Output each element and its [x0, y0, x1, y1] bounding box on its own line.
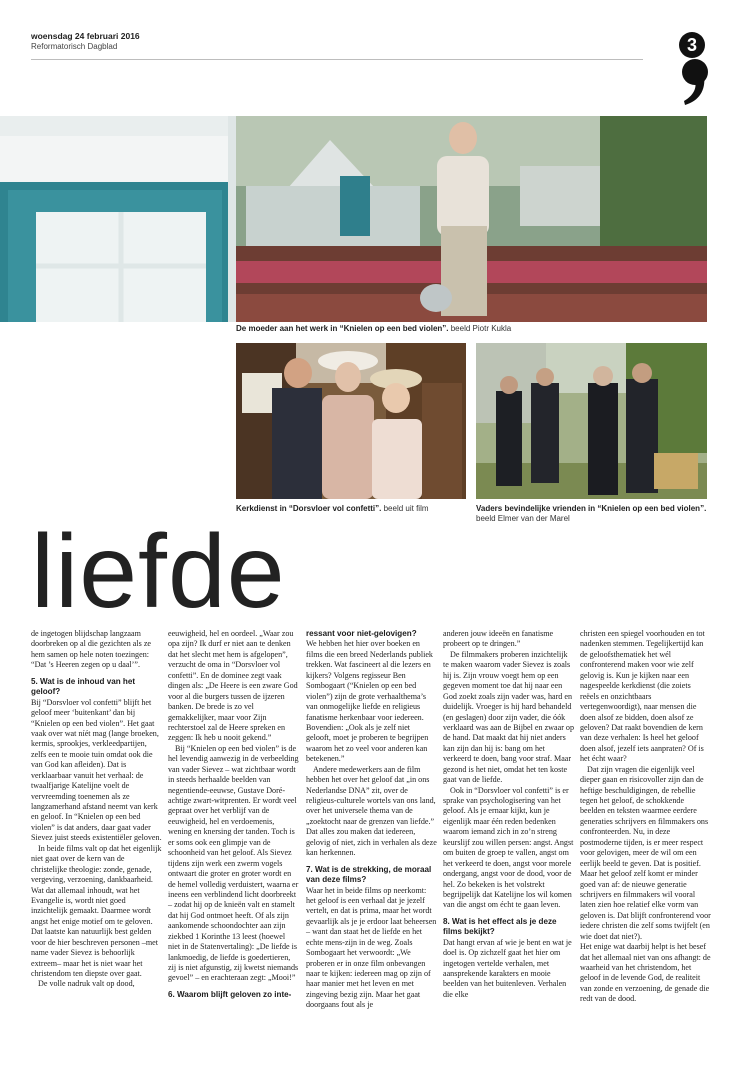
body-paragraph: De volle nadruk valt op dood,	[38, 979, 135, 989]
section-heading: 8. Wat is het effect als je deze films bekijkt?	[443, 916, 557, 937]
header-divider	[31, 59, 643, 60]
body-paragraph: We hebben het hier over boeken en films die een breed Nederlands publiek trekken. Wat fascineert al die lezers en kijkers? Volgens regisseur Ben Sombogaart (“Knielen op een bed violen”) zijn de grote verhaalthema’s van onmogelijke liefde en religieus fanatisme herkenbaar voor iedereen. Bovendien: „Ook als je zelf niet gelooft, moet je proberen te begrijpen waarom het zo veel voor anderen kan betekenen.”	[306, 639, 433, 764]
photo-credit: beeld Elmer van der Marel	[476, 514, 570, 523]
comma-logo-icon	[675, 56, 715, 106]
body-paragraph: Dat hangt ervan af wie je bent en wat je doel is. Op zichzelf gaat het hier om ingetogen vertelde verhalen, met aansprekende karakters en mooie beelden van het buitenleven. Verhalen die elke	[443, 937, 572, 999]
body-paragraph: Het enige wat daarbij helpt is het besef dat het allemaal niet van ons afhangt: de waarheid van het christendom, het geloof in de levende God, de realiteit van zonde en verzoening, de genade die redt van de dood.	[580, 942, 711, 1004]
header-date: woensdag 24 februari 2016	[31, 31, 140, 41]
section-heading: 5. Wat is de inhoud van het geloof?	[31, 676, 136, 697]
body-paragraph: Bij “Knielen op een bed violen” is de hel levendig aanwezig in de verbeelding van vader Sievez – wat zichtbaar wordt in steeds herhaalde beelden van negentiende-eeuwse, Gustave Doré-achtige zwart-witprenten. Er wordt veel gepraat over het verblijf van de eeuwigheid, hel en verdoemenis, wening en knersing der tanden. Toch is er soms ook een glimpje van de schoonheid van het geloof. Als Sievez tijdens zijn werk een zwerm vogels ontwaart die groter en groter wordt en de hemel volledig verduistert, waarna er ineens een verblindend licht doorbreekt – zodat hij op de knieën valt en stamelt dat hij God ontmoet heeft. Of als zijn aankomende schoondochter aan zijn ziekbed 1 Korinthe 13 leest (hoewel niet in de Statenvertaling): „De liefde is lankmoedig, de liefde is goedertieren, zij is niet afgunstig, zij kwetst niemands gevoel” – en erachteraan zegt: „Mooi!”	[168, 743, 299, 983]
body-paragraph: de ingetogen blijdschap langzaam doorbreken op al die gezichten als ze hem samen op hele noten toezingen: “Dat ’s Heeren zegen op u daal’”.	[31, 629, 152, 670]
caption-text: De moeder aan het werk in “Knielen op een bed violen”.	[236, 324, 449, 333]
section-heading: ressant voor niet-gelovigen?	[306, 629, 417, 638]
article-column-1	[31, 629, 162, 990]
body-paragraph: anderen jouw ideeën en fanatisme probeert op te dringen.”	[443, 629, 554, 649]
caption-text: Vaders bevindelijke vrienden in “Knielen op een bed violen”.	[476, 504, 707, 513]
caption-text: Kerkdienst in “Dorsvloer vol confetti”.	[236, 504, 382, 513]
photo-credit: beeld Piotr Kukla	[450, 324, 512, 333]
body-paragraph: eeuwigheid, hel en oordeel. „Waar zou opa zijn? Ik durf er niet aan te denken dat het slecht met hem is afgelopen”, verzucht de oma in “Dorsvloer vol confetti”. En de dominee zegt vaak dingen als: „De Heere is een zware God voor al die burgers tussen de ijzeren banken. De brede is zo vel gemakkelijker, maar voor Zijn rechterstoel zal de Heere spreken en zeggen: Ik heb u nooit gekend.”	[168, 629, 298, 743]
photo-credit: beeld uit film	[383, 504, 429, 513]
body-paragraph: Andere medewerkers aan de film hebben het over het geloof dat „in ons Nederlandse DNA” zit, over de religieus-culturele wortels van ons land, over het universele thema van de „zoektocht naar de grenzen van liefde.” Dat alles zou maken dat iedereen, gelovig of niet, zich in verhalen als deze kan herkennen.	[306, 764, 437, 858]
body-paragraph: Dat zijn vragen die eigenlijk veel dieper gaan en risicovoller zijn dan de heftige beschuldigingen, de rebellie tegen het geloof, de schokkende beelden en teksten waarmee eerdere generaties schrijvers en filmmakers ons confronteerden. Nu, in deze postmoderne tijden, is er meer respect voor gelovigen, meer de wil om een eerlijk beeld te geven. Dat is positief. Maar het geloof zelf komt er minder goed van af: de nieuwe generatie schrijvers en filmmakers wil vooral laten zien hoe relatief elke vorm van geloven is. Dat blijft confronterend voor iedere christen die zelf soms twijfelt (en wie doet dat niet?).	[580, 764, 711, 941]
article-column-3	[306, 629, 437, 1011]
article-column-2	[168, 629, 299, 1000]
body-paragraph: Waar het in beide films op neerkomt: het geloof is een verhaal dat je jezelf vertelt, en dat is prima, maar het wordt gevaarlijk als je je erdoor laat beheersen – want dan staat het de liefde en het echte mens-zijn in de weg. Zoals Sombogaart het verwoordt: „We proberen er in onze film onbevangen naar te kijken: iedereen mag op zijn of haar manier met het leven en met zingeving bezig zijn. Maar het gaat doorgaans fout als je	[306, 885, 437, 1010]
article-column-5	[580, 629, 711, 1005]
body-paragraph: In beide films valt op dat het eigenlijk niet gaat over de kern van de christelijke theologie: zonde, genade, vergeving, verzoening, dankbaarheid. Wat dat allemaal inhoudt, wat het Evangelie is, wordt niet goed inzichtelijk gemaakt. Daarmee wordt angst het enige motief om te geloven. Dat laatste kan natuurlijk best gelden voor de hier beschreven personen –met name vader Sievez is behoorlijk extreem– maar het is niet waar het christendom ten diepste over gaat.	[31, 843, 162, 978]
body-paragraph: Bij “Dorsvloer vol confetti” blijft het geloof meer ‘buitenkant’ dan bij “Knielen op een bed violen”. Het gaat vaak over wat níét mag (lange broeken, kermis, sprookjes, verkleedpartijen, zelfs een te mooie tuin omdat ook die van God kan afleiden). Dat is verklaarbaar vanuit het verhaal: de twaalfjarige Katelijne voelt de vervreemding toenemen als ze langzamerhand afstand neemt van kerk en geloof. In “Knielen op een bed violen” is dat anders, daar gaat vader Sievez juist steeds existentiëler geloven.	[31, 697, 162, 843]
photo-men-garden	[476, 343, 707, 499]
article-column-4	[443, 629, 574, 1000]
photo-greenhouse	[0, 116, 707, 322]
body-paragraph: De filmmakers proberen inzichtelijk te maken waarom vader Sievez is zoals hij is. Zijn vrouw voegt hem op een gegeven moment toe dat hij naar een God zoekt zoals zijn vader was, hard en duidelijk. Vroeger is hij hard behandeld (en geslagen) door zijn vader, die óók verklaard was aan de Bijbel en zwaar op de hand. Dat maakt dat hij niet anders kan zijn dan hij is: bang om het verkeerd te doen, bang voor straf. Maar gezond is het niet, omdat het ten koste gaat van de liefde.	[443, 649, 575, 785]
header-paper-name: Reformatorisch Dagblad	[31, 42, 118, 51]
section-heading: 6. Waarom blijft geloven zo inte-	[168, 989, 292, 999]
body-paragraph: christen een spiegel voorhouden en tot nadenken stemmen. Tegelijkertijd kan de geloofsthematiek het wél confronterend maken voor wie zelf gelovig is. Kun je kijken naar een nagespeelde kerkdienst (die zoiets reëels en onzichtbaars vertegenwoordigt), naar mensen die doen alsof ze bidden, doen alsof ze geloven? Dat raakt bovendien de kern van deze verhalen: Is heel het geloof doen alsof, jezelf iets aanpraten? Of is het écht waar?	[580, 629, 705, 764]
body-paragraph: Ook in “Dorsvloer vol confetti” is er sprake van psychologisering van het geloof. Als je ernaar kijkt, kun je eigenlijk maar één reden bedenken waarom iemand zich in zo’n streng keurslijf zou willen persen: angst. Angst om buiten de groep te vallen, angst om het verkeerd te doen, angst voor morele ondergang, angst voor de dood, voor de hel. Zo bekeken is het volstrekt begrijpelijk dat Katelijne los wil komen van die angst om écht te gaan leven.	[443, 785, 574, 910]
photo-church-service	[236, 343, 466, 499]
article-headline: liefde	[31, 514, 286, 630]
photo-caption-friends	[476, 504, 708, 524]
page-number-badge: 3	[679, 32, 705, 58]
photo-caption-greenhouse	[236, 324, 706, 334]
section-heading: 7. Wat is de strekking, de moraal van deze films?	[306, 864, 432, 885]
photo-caption-church	[236, 504, 468, 514]
